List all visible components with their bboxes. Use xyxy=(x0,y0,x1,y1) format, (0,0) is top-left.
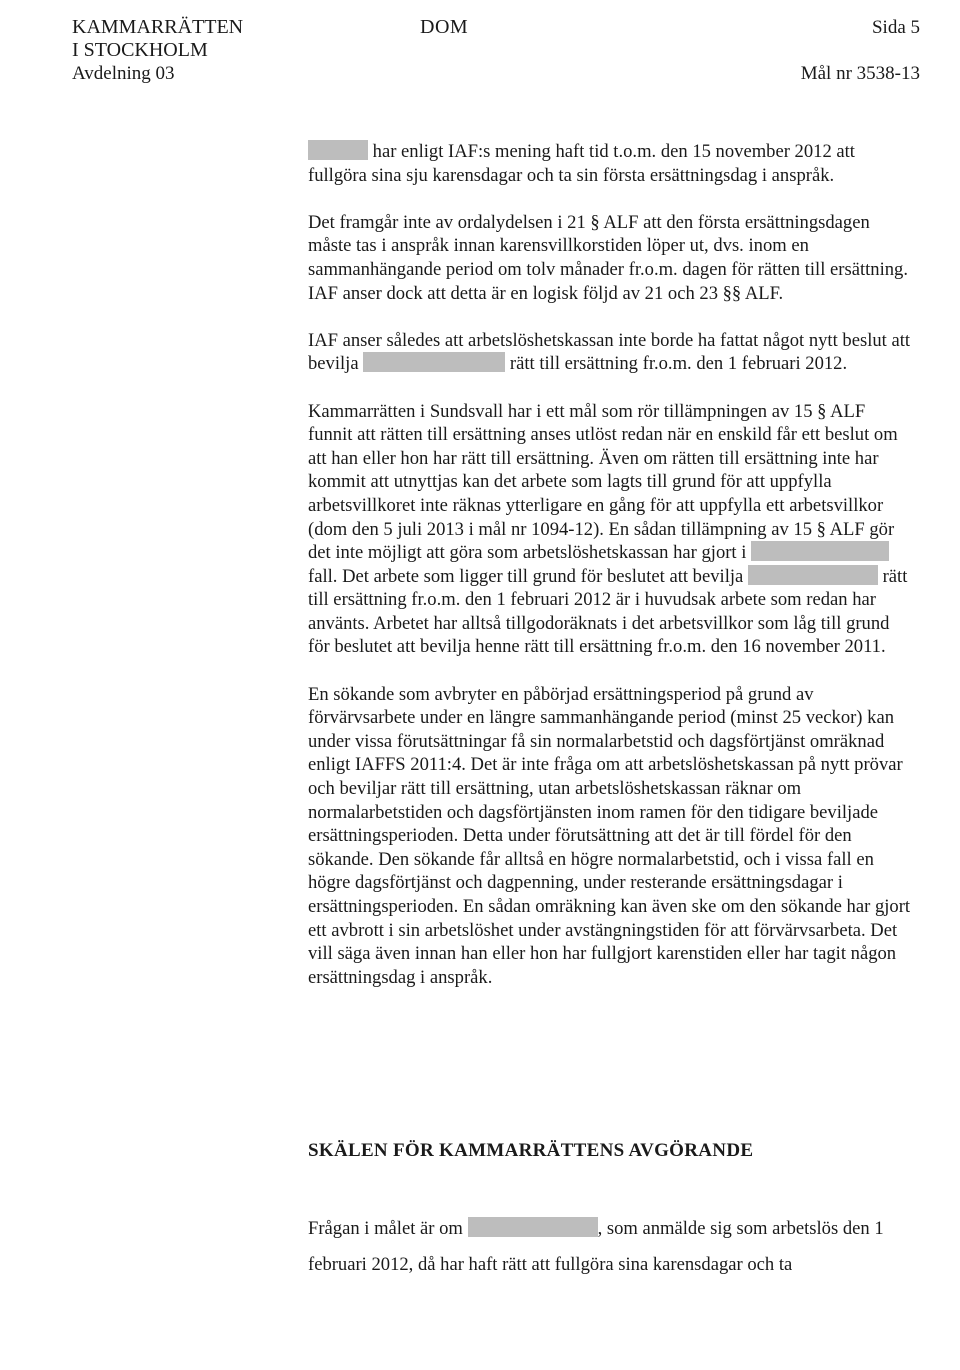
paragraph-4-text-c: rätt till ersättning fr.o.m. den 1 februari 2012 är i huvudsak arbete som redan har använts. Arbetet har alltså tillgodoräknats i det arbetsvillkor som låg till grund för beslutet att bevilja henne rätt till ersättning fr.o.m. den 16 november 2011. xyxy=(308,565,908,658)
redaction xyxy=(748,565,878,585)
paragraph-3-text-b: rätt till ersättning fr.o.m. den 1 februari 2012. xyxy=(509,353,848,375)
paragraph-3 xyxy=(308,329,912,376)
redaction xyxy=(363,352,505,372)
court-header xyxy=(72,16,243,85)
paragraph-3-text-a: IAF anser således att arbetslöshetskassan inte borde ha fattat något nytt beslut att bevilja xyxy=(308,329,911,375)
document-type: DOM xyxy=(420,16,469,38)
redaction xyxy=(308,140,368,160)
final-paragraph-text-a: Frågan i målet är om xyxy=(308,1218,463,1239)
court-name-line2: I STOCKHOLM xyxy=(72,39,208,61)
paragraph-5: En sökande som avbryter en påbörjad ersättningsperiod på grund av förvärvsarbete under en längre sammanhängande period (minst 25 veckor) kan under vissa förutsättningar få sin normalarbetstid och dagsförtjänst omräknad enligt IAFFS 2011:4. Det är inte fråga om att arbetslöshetskassan på nytt prövar och beviljar rätt till ersättning, utan arbetslöshetskassan räknar om normalarbetstiden och dagsförtjänsten inom ramen för den tidigare beviljade ersättningsperioden. Detta under förutsättning att det är till fördel för den sökande. Den sökande får alltså en högre normalarbetstid, och i vissa fall en högre dagsförtjänst och dagpenning, under resterande ersättningsdagar i ersättningsperioden. En sådan omräkning kan även ske om den sökande har gjort ett avbrott i sin arbetslöshet under avstängningstiden för att förvärvsarbeta. Det vill säga även innan han eller hon har fullgjort karenstiden eller har tagit någon ersättningsdag i anspråk. xyxy=(308,683,911,988)
paragraph-4-text-b: fall. Det arbete som ligger till grund för beslutet att bevilja xyxy=(308,565,744,587)
section-heading: SKÄLEN FÖR KAMMARRÄTTENS AVGÖRANDE xyxy=(308,1140,754,1161)
paragraph-1 xyxy=(308,140,912,187)
paragraph-4-text-a: Kammarrätten i Sundsvall har i ett mål som rör tillämpningen av 15 § ALF funnit att rätten till ersättning anses utlöst redan när en enskild får ett beslut om att han eller hon har rätt till ersättning. Även om rätten till ersättning inte har kommit att utnyttjas kan det arbete som lagts till grund för att uppfylla arbetsvillkoret inte räknas ytterligare en gång för att uppfylla ett arbetsvillkor (dom den 5 juli 2013 i mål nr 1094-12). En sådan tillämpning av 15 § ALF gör det inte möjligt att göra som arbetslöshetskassan har gjort i xyxy=(308,400,898,564)
page-info xyxy=(801,16,920,85)
paragraph-1-text: har enligt IAF:s mening haft tid t.o.m. den 15 november 2012 att fullgöra sina sju karensdagar och ta sin första ersättningsdag i anspråk. xyxy=(308,141,855,186)
final-paragraph-text-b: , som anmälde sig som arbetslös den 1 februari 2012, då har haft rätt att fullgöra sina karensdagar och ta xyxy=(308,1218,884,1275)
court-name-line1: KAMMARRÄTTEN xyxy=(72,16,244,38)
redaction xyxy=(468,1217,598,1237)
document-body xyxy=(308,140,912,1013)
final-paragraph xyxy=(308,1211,912,1283)
page-number: Sida 5 xyxy=(871,17,920,38)
paragraph-4 xyxy=(308,400,912,660)
case-number: Mål nr 3538-13 xyxy=(800,63,920,84)
paragraph-2: Det framgår inte av ordalydelsen i 21 § ALF att den första ersättningsdagen måste tas i anspråk innan karensvillkorstiden löper ut, dvs. inom en sammanhängande period om tolv månader fr.o.m. dagen för rätten till ersättning. IAF anser dock att detta är en logisk följd av 21 och 23 §§ ALF. xyxy=(308,211,908,304)
redaction xyxy=(751,541,889,561)
department: Avdelning 03 xyxy=(72,63,175,84)
